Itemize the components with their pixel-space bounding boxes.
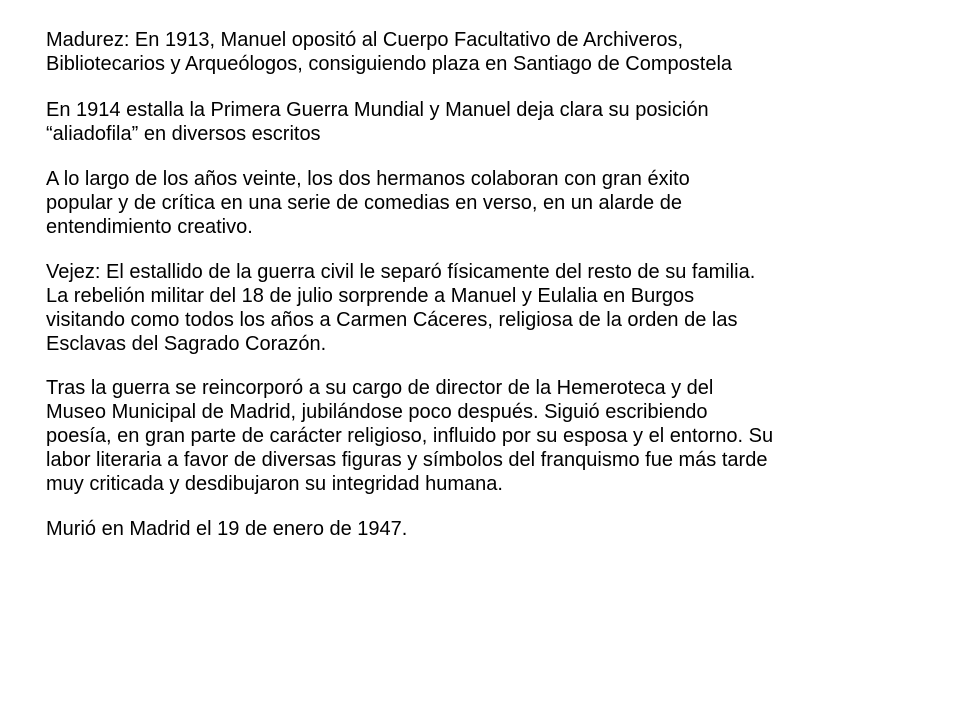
text-line: Murió en Madrid el 19 de enero de 1947. [46,518,408,540]
paragraph-tras-la-guerra [46,376,926,496]
text-line: Museo Municipal de Madrid, jubilándose poco después. Siguió escribiendo [46,401,708,423]
text-line: poesía, en gran parte de carácter religioso, influido por su esposa y el entorno. Su [46,425,774,447]
text-line: popular y de crítica en una serie de comedias en verso, en un alarde de [46,192,682,214]
text-line: entendimiento creativo. [46,216,253,238]
text-line: La rebelión militar del 18 de julio sorprende a Manuel y Eulalia en Burgos [46,285,695,307]
paragraph-anos-veinte [46,167,926,239]
body-text [46,28,926,541]
paragraph-vejez [46,260,926,356]
paragraph-madurez [46,28,926,76]
text-line: Vejez: El estallido de la guerra civil le separó físicamente del resto de su familia. [46,261,756,283]
text-line: Esclavas del Sagrado Corazón. [46,333,327,355]
text-line: En 1914 estalla la Primera Guerra Mundial y Manuel deja clara su posición [46,99,709,121]
text-line: visitando como todos los años a Carmen Cáceres, religiosa de la orden de las [46,309,738,331]
text-line: Tras la guerra se reincorporó a su cargo de director de la Hemeroteca y del [46,377,714,399]
text-line: Madurez: En 1913, Manuel opositó al Cuerpo Facultativo de Archiveros, [46,29,684,51]
paragraph-muerte [46,517,926,541]
text-line: labor literaria a favor de diversas figuras y símbolos del franquismo fue más tarde [46,449,768,471]
text-line: Bibliotecarios y Arqueólogos, consiguiendo plaza en Santiago de Compostela [46,53,733,75]
text-line: muy criticada y desdibujaron su integridad humana. [46,473,503,495]
text-line: A lo largo de los años veinte, los dos hermanos colaboran con gran éxito [46,168,690,190]
paragraph-primera-guerra [46,98,926,146]
text-line: “aliadofila” en diversos escritos [46,123,321,145]
